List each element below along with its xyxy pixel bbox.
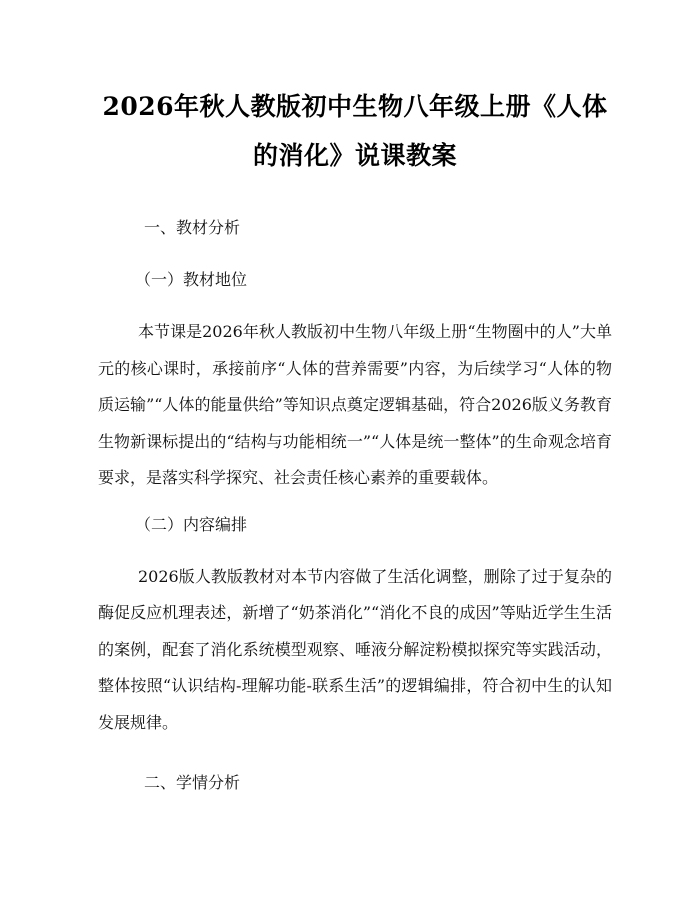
subsection-heading-content-arrangement: （二）内容编排 (135, 514, 248, 534)
subsection-heading-material-position: （一）教材地位 (135, 270, 248, 289)
paragraph-material-position: 本节课是2026年秋人教版初中生物八年级上册“生物圈中的人”大单元的核心课时，承接前序“人体的营养需要”内容，为后续学习“人体的物质运输”“人体的能量供给”等知识点奠定逻辑基础，符合2026版义务教育生物新课标提出的“结构与功能相统一”“人体是统一整体”的生命观念培育要求，是落实科学探究、社会责任核心素养的重要载体。 (98, 322, 612, 487)
section-heading-student-analysis: 二、学情分析 (144, 773, 241, 792)
section-heading-material-analysis: 一、教材分析 (144, 218, 241, 237)
paragraph-content-arrangement: 2026版人教版教材对本节内容做了生活化调整，删除了过于复杂的酶促反应机理表述，新增了“奶茶消化”“消化不良的成因”等贴近学生生活的案例，配套了消化系统模型观察、唾液分解淀粉模拟探究等实践活动，整体按照“认识结构-理解功能-联系生活”的逻辑编排，符合初中生的认知发展规律。 (98, 566, 612, 732)
document-title-line-2: 的消化》说课教案 (252, 141, 457, 170)
document-title-line-1: 2026年秋人教版初中生物八年级上册《人体 (102, 92, 608, 121)
document-title (98, 82, 612, 180)
